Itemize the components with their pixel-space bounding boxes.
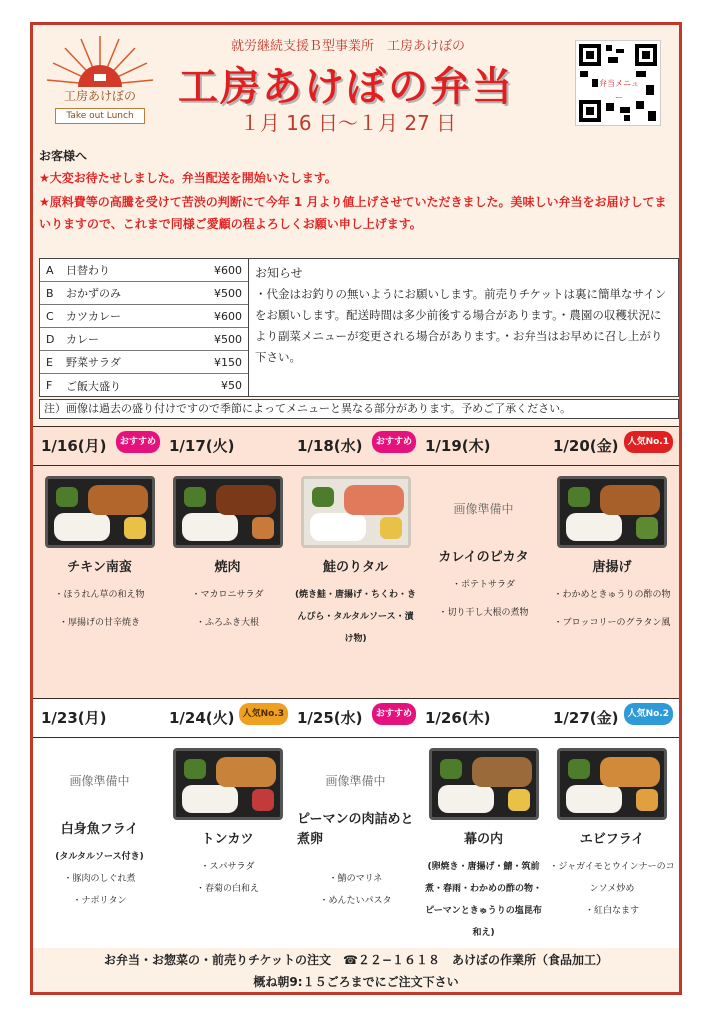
day-header [417, 698, 550, 738]
day-header [545, 426, 679, 466]
bento-photo [301, 476, 411, 548]
price-code: B [46, 286, 54, 300]
menu-day [161, 426, 295, 698]
day-header [545, 698, 679, 738]
info-box [249, 258, 679, 397]
price-code: F [46, 379, 53, 392]
price-item-name: ご飯大盛り [66, 379, 121, 393]
menu-day [289, 698, 423, 948]
order-deadline: 概ね朝9:１５ごろまでにご注文下さい [253, 975, 459, 989]
dish-name: 鮭のりタル [322, 560, 388, 575]
price-item-name: カレー [66, 333, 99, 346]
side-dish: (焼き鮭・唐揚げ・ちくわ・きんぴら・タルタルソース・漬け物) [294, 590, 417, 644]
price-value: ¥50 [221, 379, 242, 392]
bento-photo [557, 748, 667, 820]
dish-name: 幕の内 [463, 832, 503, 847]
day-date: 1/26(木) [425, 709, 491, 727]
price-code: E [46, 355, 53, 369]
side-dish: ・豚肉のしぐれ煮 [63, 874, 136, 884]
price-value: ¥150 [214, 355, 242, 369]
price-row [40, 305, 248, 328]
side-dish: ・紅白なます [584, 906, 639, 916]
info-title: お知らせ [255, 266, 303, 280]
menu-flyer [30, 22, 682, 995]
qr-code[interactable] [575, 40, 661, 126]
day-date: 1/18(水) [297, 437, 363, 455]
bento-photo [557, 476, 667, 548]
logo-text: 工房あけぼの [63, 89, 136, 103]
price-value: ¥600 [214, 263, 242, 277]
side-dish: ・ナポリタン [72, 896, 127, 906]
order-footer [33, 949, 679, 993]
price-item-name: 日替わり [66, 264, 110, 277]
price-value: ¥600 [214, 309, 242, 323]
image-caveat: 注）画像は過去の盛り付けですので季節によってメニューと異なる部分があります。予めご了承ください。 [39, 399, 679, 419]
image-placeholder: 画像準備中 [325, 774, 386, 788]
dish-name: ピーマンの肉詰めと煮卵 [297, 812, 414, 847]
menu-day [417, 426, 551, 698]
day-header [289, 426, 422, 466]
dish-name: 白身魚フライ [60, 822, 139, 837]
menu-day [33, 698, 167, 948]
side-dish: ・厚揚げの甘辛焼き [58, 618, 140, 628]
side-dish: ・切り干し大根の煮物 [438, 608, 529, 618]
day-date: 1/19(木) [425, 437, 491, 455]
price-item-name: おかずのみ [66, 287, 121, 300]
side-dish: ・鯖のマリネ [328, 874, 383, 884]
notice-2: ★原料費等の高騰を受けて苦渋の判断にて今年 1 月より値上げさせていただきました。美味しい弁当をお届けしてまいりますので、これまで同様ご愛顧の程よろしくお願い申し上げます。 [39, 195, 667, 231]
menu-day [545, 426, 679, 698]
side-dish: ・ほうれん草の和え物 [54, 590, 145, 600]
day-date: 1/20(金) [553, 437, 619, 455]
order-contact: お弁当・お惣菜の・前売りチケットの注文 ☎２２−１６１８ あけぼの作業所（食品加工） [104, 953, 608, 967]
qr-label: 弁当メニュー [599, 79, 639, 102]
price-code: C [46, 309, 54, 323]
day-date: 1/27(金) [553, 709, 619, 727]
side-dish: ・ジャガイモとウインナーのコンソメ炒め [549, 862, 675, 894]
menu-day [545, 698, 679, 948]
day-date: 1/24(火) [169, 709, 235, 727]
popularity-badge: 人気No.1 [624, 431, 673, 453]
price-code: D [46, 332, 55, 346]
menu-day [289, 426, 423, 698]
recommend-badge: おすすめ [372, 431, 416, 453]
side-dish: ・ふろふき大根 [195, 618, 259, 628]
dish-name: トンカツ [201, 832, 254, 847]
side-dish: ・ブロッコリーのグラタン風 [553, 618, 671, 628]
info-body: ・代金はお釣りの無いようにお願いします。前売りチケットは裏に簡単なサインをお願いします。配送時間は多少前後する場合があります。・農園の収穫状況により副菜メニューが変更される場合があります。・お弁当はお早めに召し上がり下さい。 [255, 287, 667, 364]
price-row [40, 374, 248, 397]
side-dish: (卵焼き・唐揚げ・鯖・筑前煮・春雨・わかめの酢の物・ピーマンときゅうりの塩昆布和え) [424, 862, 542, 938]
side-dish: (タルタルソース付き) [55, 852, 144, 862]
organization-name: 就労継続支援Ｂ型事業所 工房あけぼの [230, 39, 465, 54]
dish-name: 焼肉 [214, 560, 241, 575]
price-row [40, 351, 248, 374]
price-table [39, 258, 249, 397]
day-date: 1/17(火) [169, 437, 235, 455]
day-header [161, 698, 294, 738]
date-range: １月 16 日〜１月 27 日 [239, 111, 457, 135]
side-dish: ・わかめときゅうりの酢の物 [553, 590, 671, 600]
day-date: 1/16(月) [41, 437, 107, 455]
bento-photo [173, 476, 283, 548]
side-dish: ・ポテトサラダ [452, 580, 515, 590]
day-header [161, 426, 294, 466]
day-header [33, 698, 166, 738]
price-value: ¥500 [214, 332, 242, 346]
popularity-badge: 人気No.3 [239, 703, 288, 725]
side-dish: ・めんたいパスタ [319, 896, 392, 906]
bento-photo [429, 748, 539, 820]
notice-1: ★大変お待たせしました。弁当配送を開始いたします。 [39, 171, 337, 185]
bento-photo [173, 748, 283, 820]
price-row [40, 259, 248, 282]
price-code: A [46, 263, 54, 277]
side-dish: ・スパサラダ [200, 862, 255, 872]
recommend-badge: おすすめ [372, 703, 416, 725]
logo [41, 30, 159, 128]
popularity-badge: 人気No.2 [624, 703, 673, 725]
side-dish: ・マカロニサラダ [191, 590, 264, 600]
greeting: お客様へ [39, 149, 88, 163]
price-value: ¥500 [214, 286, 242, 300]
image-placeholder: 画像準備中 [69, 774, 130, 788]
day-date: 1/23(月) [41, 709, 107, 727]
dish-name: エビフライ [579, 832, 645, 847]
price-row [40, 282, 248, 305]
bento-photo [45, 476, 155, 548]
price-item-name: 野菜サラダ [66, 356, 121, 369]
day-date: 1/25(水) [297, 709, 363, 727]
menu-day [161, 698, 295, 948]
dish-name: チキン南蛮 [67, 560, 132, 575]
day-header [417, 426, 550, 466]
page-title: 工房あけぼの弁当 [178, 63, 514, 110]
day-header [289, 698, 422, 738]
day-header [33, 426, 166, 466]
dish-name: カレイのピカタ [438, 550, 529, 565]
menu-day [33, 426, 167, 698]
price-item-name: カツカレー [66, 310, 121, 323]
side-dish: ・春菊の白和え [195, 884, 259, 894]
menu-day [417, 698, 551, 948]
recommend-badge: おすすめ [116, 431, 160, 453]
sunrise-icon [41, 30, 159, 90]
image-placeholder: 画像準備中 [453, 502, 514, 516]
dish-name: 唐揚げ [592, 560, 632, 575]
logo-subtitle: Take out Lunch [55, 108, 145, 124]
price-row [40, 328, 248, 351]
